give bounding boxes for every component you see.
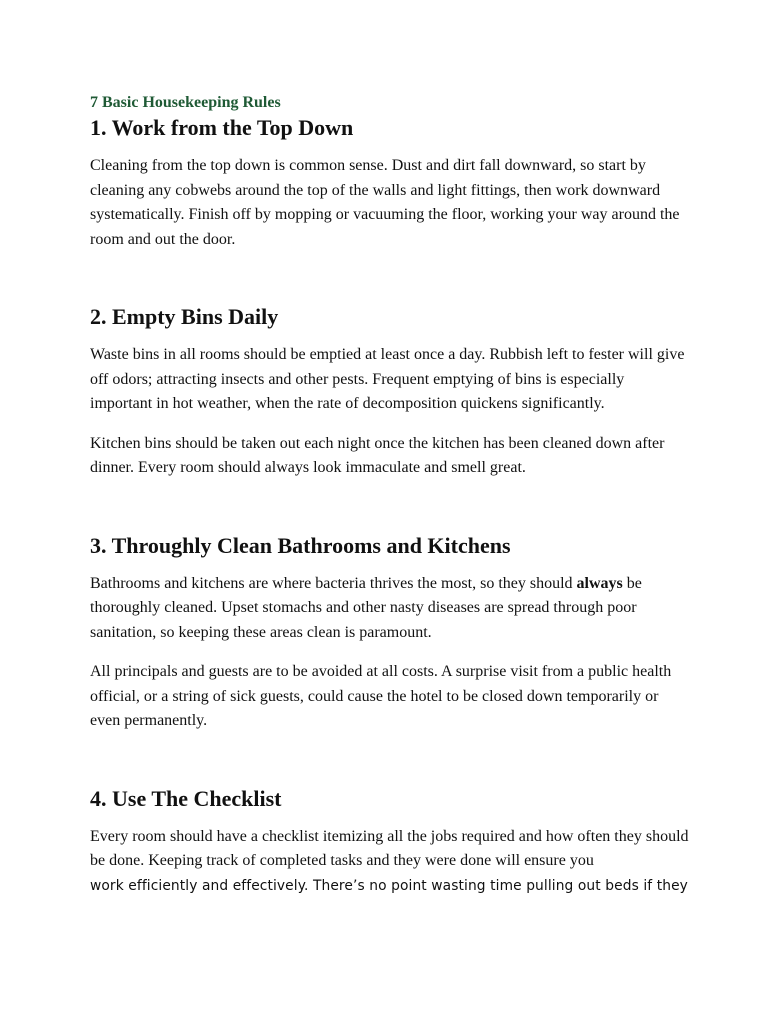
section-1-paragraph-1: Cleaning from the top down is common sense. Dust and dirt fall downward, so start by cleaning any cobwebs around the top of the walls and light fittings, then work downward systematically. Finish off by mopping or vacuuming the floor, working your way around the room and out the door. (90, 157, 680, 248)
section-3-paragraph-1-end: be thoroughly cleaned. Upset stomachs and other nasty diseases are spread through poor sanitation, so keeping these areas clean is paramount. (90, 574, 642, 641)
section-3-paragraph-1-start: Bathrooms and kitchens are where bacteria thrives the most, so they should (90, 574, 577, 592)
section-2-paragraph-2: Kitchen bins should be taken out each night once the kitchen has been cleaned down after dinner. Every room should always look immaculate and smell great. (90, 434, 665, 476)
section-3-heading: 3. Throughly Clean Bathrooms and Kitchens (90, 532, 511, 558)
section-4-paragraph-1-text: Every room should have a checklist itemizing all the jobs required and how often they should be done. Keeping track of completed tasks and they were done will ensure you (90, 827, 689, 869)
section-4-heading: 4. Use The Checklist (90, 785, 282, 811)
section-3-paragraph-2: All principals and guests are to be avoided at all costs. A surprise visit from a public health official, or a string of sick guests, could cause the hotel to be closed down temporarily or even permanently. (90, 663, 672, 729)
document-kicker: 7 Basic Housekeeping Rules (90, 94, 281, 111)
section-4-paragraph-1-last-line: work efficiently and effectively. There’s no point wasting time pulling out beds if they (90, 877, 688, 894)
section-2-heading: 2. Empty Bins Daily (90, 304, 279, 329)
document-page (90, 93, 690, 898)
section-1-heading: 1. Work from the Top Down (90, 115, 354, 140)
section-2-paragraph-1: Waste bins in all rooms should be emptied at least once a day. Rubbish left to fester will give off odors; attracting insects and other pests. Frequent emptying of bins is especially important in hot weather, when the rate of decomposition quickens significantly. (90, 346, 685, 412)
section-4-paragraph-1 (90, 825, 690, 899)
section-3-paragraph-1 (90, 572, 690, 646)
emphasis-always: always (576, 574, 623, 592)
